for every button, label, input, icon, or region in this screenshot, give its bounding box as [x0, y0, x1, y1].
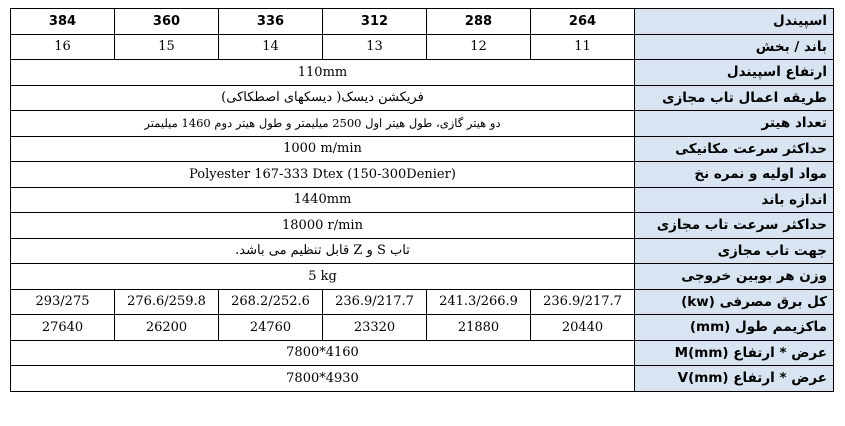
cell-value: فریکشن دیسک( دیسکهای اصطکاکی) — [11, 85, 635, 111]
cell-value: 276.6/259.8 — [115, 289, 219, 315]
cell-value: 5 kg — [11, 264, 635, 290]
row-label: حداکثر سرعت مکانیکی — [635, 136, 834, 162]
heater-count-row — [11, 111, 834, 137]
cell-value: 268.2/252.6 — [219, 289, 323, 315]
row-label: تعداد هیتر — [635, 111, 834, 137]
row-label: ارتفاع اسپیندل — [635, 60, 834, 86]
cell-value: 16 — [11, 34, 115, 60]
spindle-col-value: 264 — [531, 9, 635, 35]
cell-value: 26200 — [115, 315, 219, 341]
cell-value: 110mm — [11, 60, 635, 86]
max-length-row — [11, 315, 834, 341]
false-twist-method-row — [11, 85, 834, 111]
spindle-col-value: 384 — [11, 9, 115, 35]
row-label: حداکثر سرعت تاب مجازی — [635, 213, 834, 239]
max-twist-speed-row — [11, 213, 834, 239]
cell-value: 7800*4930 — [11, 366, 635, 392]
cell-value: 18000 r/min — [11, 213, 635, 239]
spindle-col-value: 288 — [427, 9, 531, 35]
row-label: جهت تاب مجازی — [635, 238, 834, 264]
cell-value: تاب S و Z قابل تنظیم می باشد. — [11, 238, 635, 264]
cell-value: 23320 — [323, 315, 427, 341]
row-label: باند / بخش — [635, 34, 834, 60]
dims-v-row — [11, 366, 834, 392]
cell-value: 11 — [531, 34, 635, 60]
row-label: ماکزیمم طول (mm) — [635, 315, 834, 341]
row-label: مواد اولیه و نمره نخ — [635, 162, 834, 188]
cell-value: دو هیتر گازی، طول هیتر اول 2500 میلیمتر و طول هیتر دوم 1460 میلیمتر — [11, 111, 635, 137]
cell-value: 15 — [115, 34, 219, 60]
power-row — [11, 289, 834, 315]
cell-value: 293/275 — [11, 289, 115, 315]
spindle-col-value: 336 — [219, 9, 323, 35]
cell-value: 241.3/266.9 — [427, 289, 531, 315]
row-label: اندازه باند — [635, 187, 834, 213]
spec-table — [10, 8, 834, 392]
spindle-col-value: 360 — [115, 9, 219, 35]
cell-value: 20440 — [531, 315, 635, 341]
row-label: طریقه اعمال تاب مجازی — [635, 85, 834, 111]
cell-value: 1440mm — [11, 187, 635, 213]
row-label: وزن هر بوبین خروجی — [635, 264, 834, 290]
band-section-row — [11, 34, 834, 60]
spindle-row — [11, 9, 834, 35]
cell-value: 236.9/217.7 — [323, 289, 427, 315]
row-label: عرض * ارتفاع (mm)V — [635, 366, 834, 392]
spindle-col-value: 312 — [323, 9, 427, 35]
row-label: کل برق مصرفی (kw) — [635, 289, 834, 315]
cell-value: Polyester 167-333 Dtex (150-300Denier) — [11, 162, 635, 188]
cell-value: 24760 — [219, 315, 323, 341]
raw-material-row — [11, 162, 834, 188]
spindle-height-row — [11, 60, 834, 86]
cell-value: 236.9/217.7 — [531, 289, 635, 315]
cell-value: 27640 — [11, 315, 115, 341]
cell-value: 21880 — [427, 315, 531, 341]
cell-value: 1000 m/min — [11, 136, 635, 162]
dims-m-row — [11, 340, 834, 366]
twist-direction-row — [11, 238, 834, 264]
cell-value: 7800*4160 — [11, 340, 635, 366]
cell-value: 14 — [219, 34, 323, 60]
row-label: عرض * ارتفاع (mm)M — [635, 340, 834, 366]
cell-value: 13 — [323, 34, 427, 60]
bobbin-weight-row — [11, 264, 834, 290]
band-size-row — [11, 187, 834, 213]
cell-value: 12 — [427, 34, 531, 60]
row-label: اسپیندل — [635, 9, 834, 35]
max-mech-speed-row — [11, 136, 834, 162]
